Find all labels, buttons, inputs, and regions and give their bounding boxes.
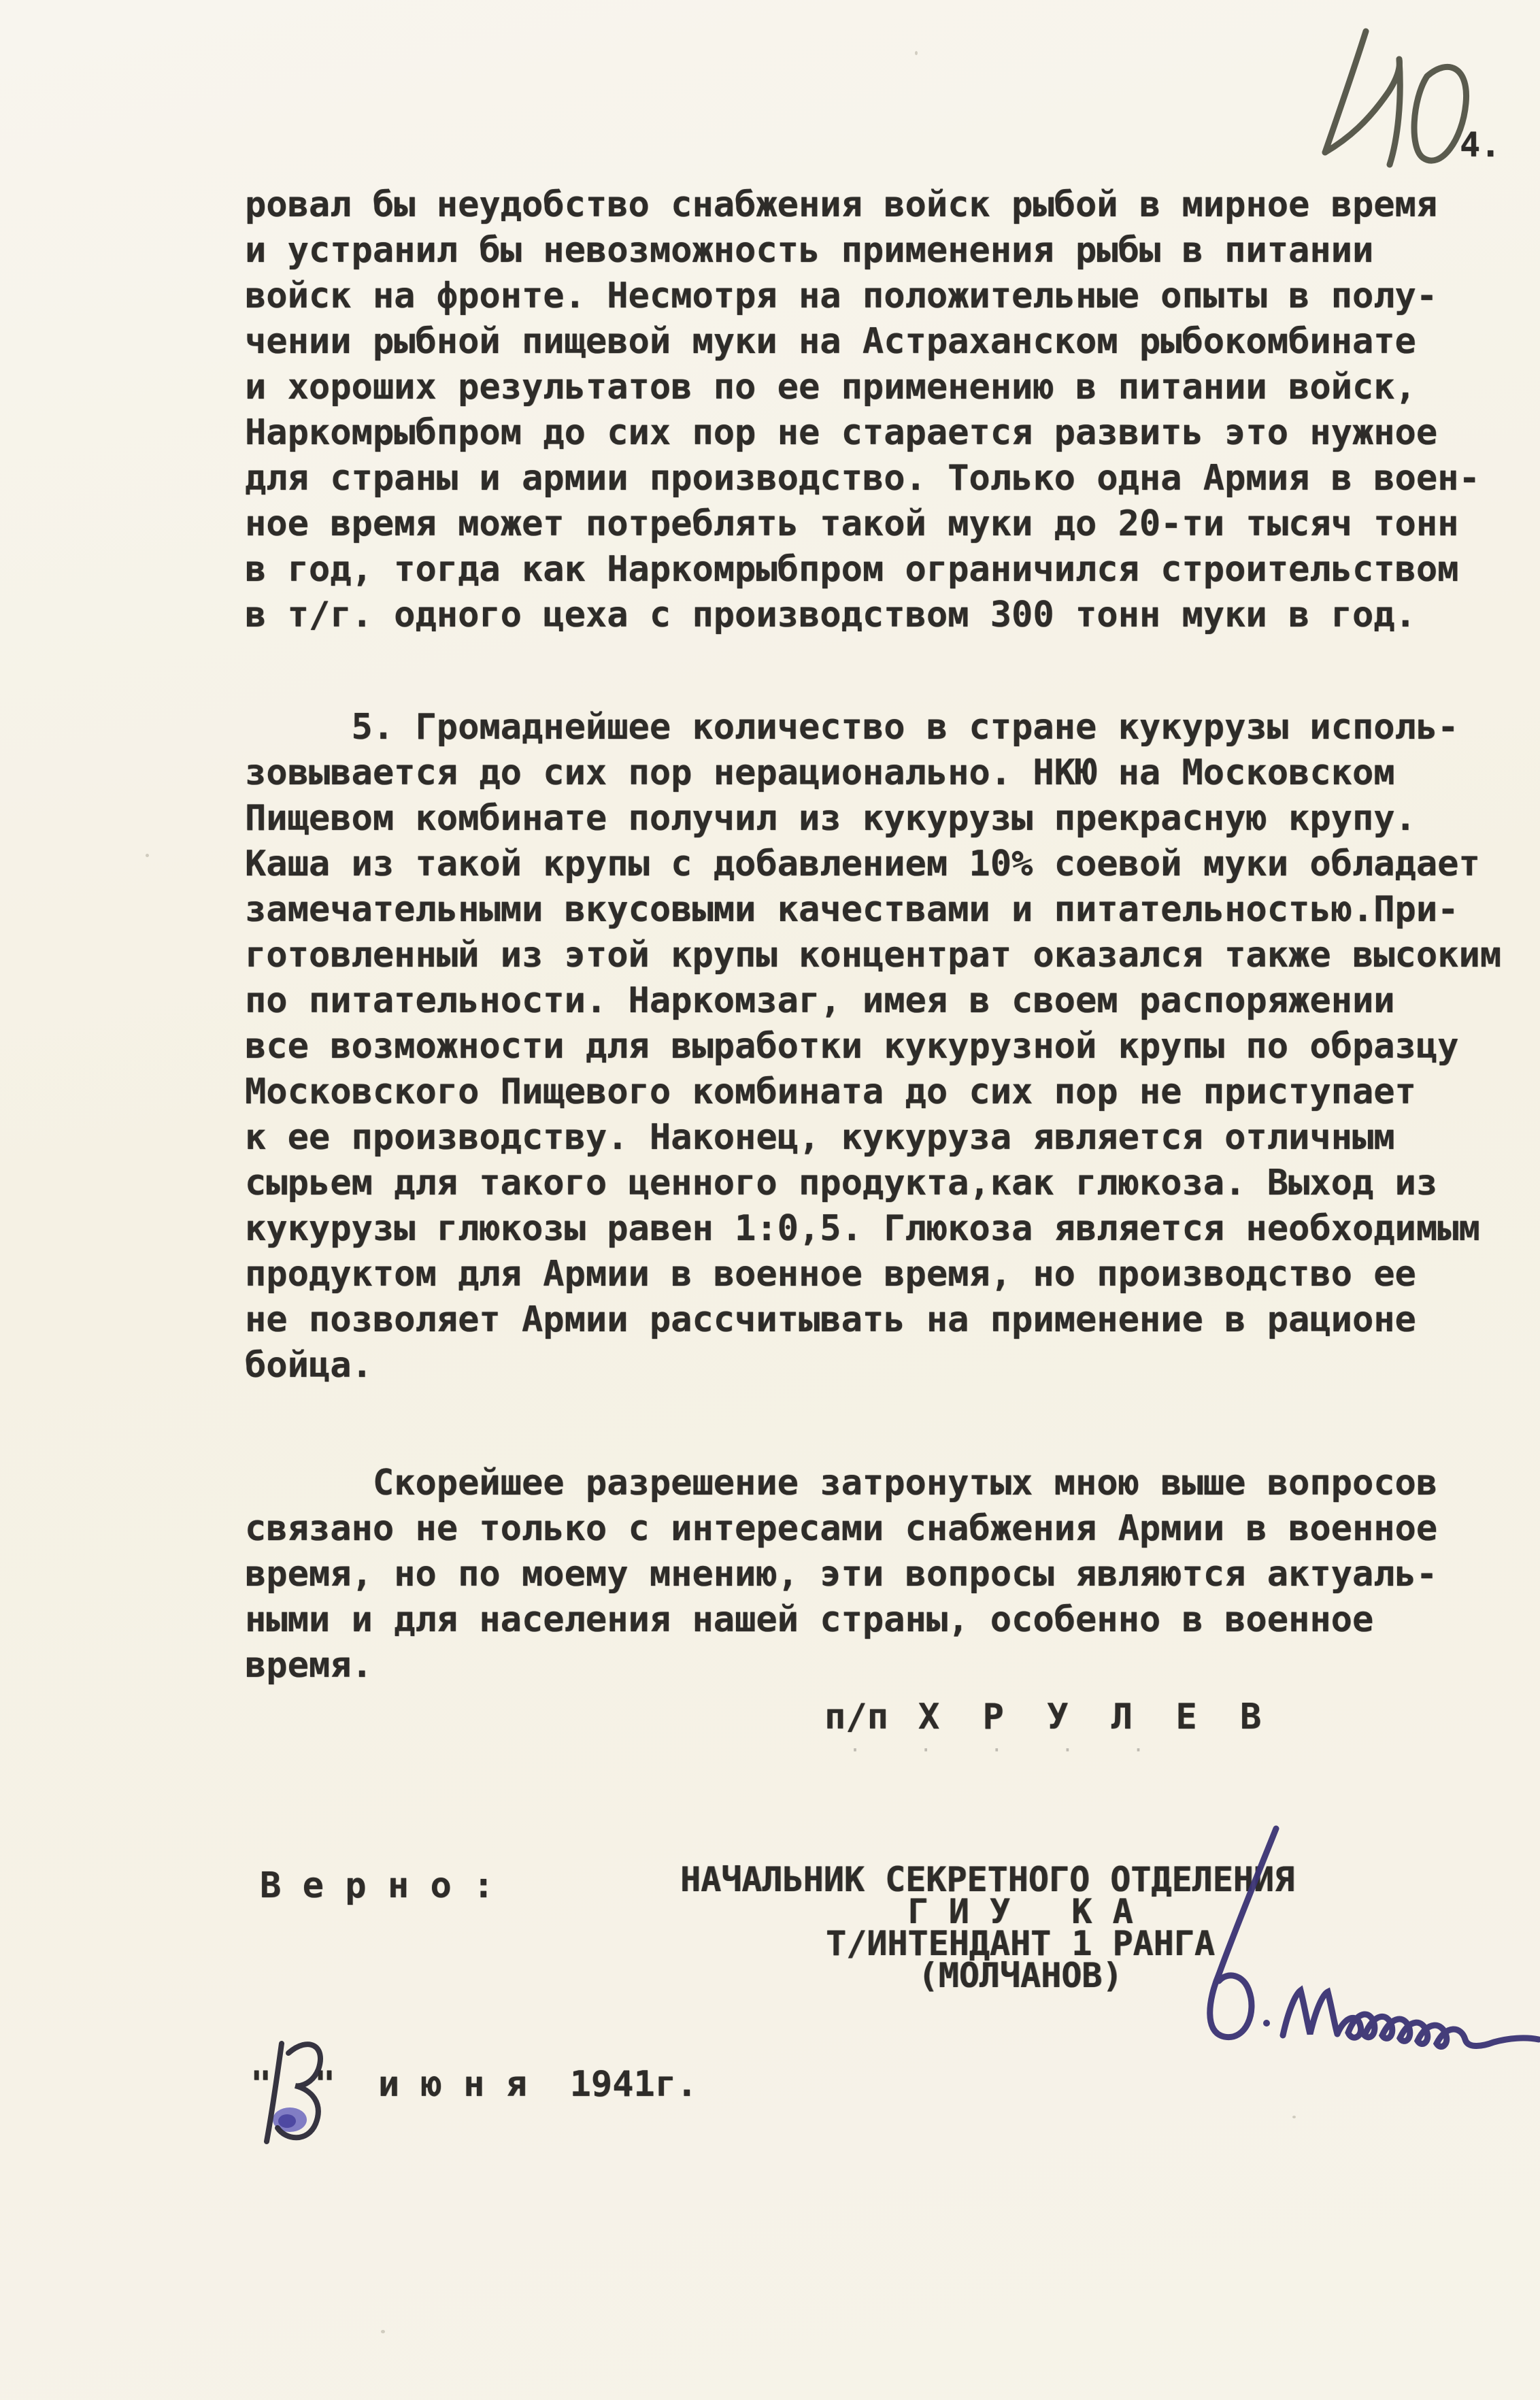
typewritten-line: к ее производству. Наконец, кукуруза является отличным <box>245 1117 1395 1158</box>
typewritten-line: и хороших результатов по ее применению в питании войск, <box>245 367 1416 407</box>
typewriter-ghost-dots: · · · · · <box>849 1739 1168 1763</box>
typewritten-line: 5. Громаднейшее количество в стране кукурузы исполь- <box>245 707 1459 748</box>
typewritten-line: замечательными вкусовыми качествами и питательностью.При- <box>245 889 1459 930</box>
typewritten-line: бойца. <box>245 1345 373 1386</box>
typewritten-line: ными и для населения нашей страны, особенно в военное <box>245 1599 1374 1640</box>
typewritten-line: в т/г. одного цеха с производством 300 тонн муки в год. <box>245 595 1416 635</box>
typed-page-number: 4. <box>1460 125 1501 165</box>
typewritten-line: Скорейшее разрешение затронутых мною выше вопросов <box>245 1463 1438 1503</box>
closing-paragraph <box>245 1461 1501 1688</box>
signed-by-line <box>824 1697 1272 1737</box>
certification-line: Т/ИНТЕНДАНТ 1 РАНГА <box>826 1924 1215 1963</box>
typewritten-line: не позволяет Армии рассчитывать на применение в рационе <box>245 1299 1416 1340</box>
typewritten-line: ровал бы неудобство снабжения войск рыбой в мирное время <box>245 184 1438 225</box>
paper-speck <box>915 51 918 55</box>
typewritten-line: продуктом для Армии в военное время, но производство ее <box>245 1254 1416 1295</box>
typewritten-line: чении рыбной пищевой муки на Астраханском рыбокомбинате <box>245 321 1416 362</box>
typewritten-line: по питательности. Наркомзаг, имея в своем распоряжении <box>245 980 1395 1021</box>
certification-line: НАЧАЛЬНИК СЕКРЕТНОГО ОТДЕЛЕНИЯ <box>680 1860 1295 1899</box>
handwritten-day <box>257 2031 352 2161</box>
typewritten-line: в год, тогда как Наркомрыбпром ограничился строительством <box>245 549 1459 590</box>
typewritten-line: Пищевом комбинате получил из кукурузы прекрасную крупу. <box>245 798 1416 839</box>
typewritten-line: Наркомрыбпром до сих пор не старается развить это нужное <box>245 412 1438 453</box>
document-body <box>245 182 1501 1688</box>
typewritten-line: сырьем для такого ценного продукта,как глюкоза. Выход из <box>245 1163 1438 1203</box>
typewritten-line: кукурузы глюкозы равен 1:0,5. Глюкоза является необходимым <box>245 1208 1480 1249</box>
paragraph-item-5 <box>245 705 1501 1388</box>
paper-speck <box>146 854 149 857</box>
typewritten-line: и устранил бы невозможность применения рыбы в питании <box>245 230 1374 271</box>
typewritten-line: для страны и армии производство. Только одна Армия в воен- <box>245 458 1480 499</box>
typewritten-line: готовленный из этой крупы концентрат оказался также высоким <box>245 935 1502 976</box>
date-line: " " и ю н я 1941г. <box>250 2064 698 2105</box>
paper-speck <box>1292 2116 1296 2118</box>
typewritten-line: связано не только с интересами снабжения Армии в военное <box>245 1508 1438 1549</box>
typewritten-line: Каша из такой крупы с добавлением 10% соевой муки обладает <box>245 844 1480 884</box>
typewritten-line: время. <box>245 1645 373 1686</box>
molchanov-signature <box>1143 1796 1540 2150</box>
verno-label: В е р н о : <box>260 1865 495 1906</box>
certification-line: (МОЛЧАНОВ) <box>918 1956 1123 1995</box>
certification-line: Г И У К А <box>907 1892 1133 1931</box>
typewritten-line: ное время может потреблять такой муки до 20-ти тысяч тонн <box>245 503 1459 544</box>
signed-prefix: п/п <box>824 1697 888 1737</box>
typewritten-line: зовывается до сих пор нерационально. НКЮ на Московском <box>245 752 1395 793</box>
typewritten-line: войск на фронте. Несмотря на положительные опыты в полу- <box>245 276 1438 316</box>
paper-speck <box>381 2330 385 2333</box>
typewritten-line: время, но по моему мнению, эти вопросы являются актуаль- <box>245 1554 1438 1595</box>
typewritten-line: Московского Пищевого комбината до сих пор не приступает <box>245 1071 1416 1112</box>
signed-name-khrulev: Х Р У Л Е В <box>918 1697 1273 1737</box>
paragraph-continuation <box>245 182 1501 638</box>
typewritten-line: все возможности для выработки кукурузной крупы по образцу <box>245 1026 1459 1067</box>
